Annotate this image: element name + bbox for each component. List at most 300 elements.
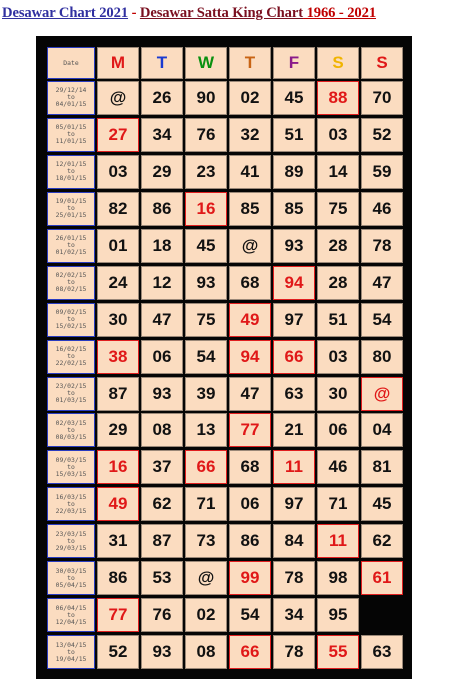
result-cell xyxy=(317,155,359,189)
week-from: 16/02/15 xyxy=(55,345,87,354)
day-header xyxy=(97,47,139,79)
result-value: 85 xyxy=(240,198,260,218)
result-value: 86 xyxy=(152,198,172,218)
result-value: 31 xyxy=(108,531,128,551)
result-value: 16 xyxy=(196,198,216,218)
week-date-range xyxy=(47,413,95,447)
result-value: 34 xyxy=(152,124,172,144)
result-cell xyxy=(141,561,183,595)
week-date-range xyxy=(47,303,95,337)
result-value: 16 xyxy=(108,457,128,477)
week-to-word: to xyxy=(67,278,75,287)
result-cell xyxy=(273,635,315,669)
result-cell xyxy=(229,524,271,558)
result-value: 45 xyxy=(372,494,392,514)
result-value: 06 xyxy=(152,346,172,366)
result-value: 03 xyxy=(108,161,128,181)
week-from: 02/03/15 xyxy=(55,418,87,427)
result-cell xyxy=(185,229,227,263)
result-value: 08 xyxy=(196,642,216,662)
result-cell xyxy=(229,229,271,263)
week-from: 23/02/15 xyxy=(55,382,87,390)
result-value: 49 xyxy=(108,494,128,514)
result-value: 88 xyxy=(328,87,348,107)
week-date-range xyxy=(47,340,95,374)
result-cell xyxy=(185,81,227,115)
result-value: 59 xyxy=(372,161,392,181)
result-value: 68 xyxy=(240,457,260,477)
week-from: 05/01/15 xyxy=(55,123,87,132)
result-cell xyxy=(317,81,359,115)
day-header-label: T xyxy=(156,53,168,72)
week-to: 01/03/15 xyxy=(55,396,87,404)
week-to-word: to xyxy=(67,241,75,250)
result-value: 78 xyxy=(284,642,304,662)
day-header-label: W xyxy=(197,53,215,72)
result-value: 51 xyxy=(284,124,304,144)
result-cell xyxy=(141,450,183,484)
result-cell xyxy=(361,118,403,152)
result-cell xyxy=(273,487,315,521)
result-value: 98 xyxy=(328,568,348,588)
result-cell xyxy=(97,155,139,189)
result-cell xyxy=(97,413,139,447)
week-date-range xyxy=(47,561,95,595)
result-cell xyxy=(229,450,271,484)
result-value: 32 xyxy=(240,124,260,144)
result-cell xyxy=(273,192,315,226)
week-from: 06/04/15 xyxy=(55,603,87,612)
result-cell xyxy=(317,561,359,595)
day-header xyxy=(229,47,271,79)
result-value: 55 xyxy=(328,642,348,662)
result-value: 97 xyxy=(284,309,304,329)
result-value: 47 xyxy=(240,383,260,403)
result-value: @ xyxy=(373,383,391,403)
week-from: 29/12/14 xyxy=(55,86,87,95)
result-cell xyxy=(273,598,315,632)
result-value: 14 xyxy=(328,161,348,181)
week-date-range xyxy=(47,81,95,115)
result-value: 87 xyxy=(152,531,172,551)
week-from: 09/02/15 xyxy=(55,308,87,317)
week-to: 22/02/15 xyxy=(55,359,87,368)
result-cell xyxy=(141,81,183,115)
result-value: 47 xyxy=(152,309,172,329)
result-cell xyxy=(317,377,359,411)
result-cell xyxy=(317,266,359,300)
result-value: 39 xyxy=(196,383,216,403)
result-cell xyxy=(229,598,271,632)
result-cell xyxy=(273,413,315,447)
result-cell xyxy=(185,524,227,558)
result-cell xyxy=(361,303,403,337)
result-value: 71 xyxy=(328,494,348,514)
week-to-word: to xyxy=(67,93,75,102)
result-cell xyxy=(97,192,139,226)
result-value: 04 xyxy=(372,420,392,440)
week-to-word: to xyxy=(67,536,75,545)
result-cell xyxy=(97,266,139,300)
result-cell xyxy=(97,487,139,521)
result-value: 94 xyxy=(284,272,304,292)
result-cell xyxy=(273,118,315,152)
result-cell xyxy=(317,192,359,226)
result-value: 80 xyxy=(372,346,392,366)
week-to: 15/02/15 xyxy=(55,322,87,331)
result-cell xyxy=(185,118,227,152)
result-value: 38 xyxy=(108,346,128,366)
result-value: 94 xyxy=(240,346,260,366)
result-cell xyxy=(141,118,183,152)
result-cell xyxy=(361,635,403,669)
result-cell xyxy=(229,192,271,226)
week-to: 08/03/15 xyxy=(55,432,87,441)
result-value: 63 xyxy=(372,642,392,662)
result-cell xyxy=(185,635,227,669)
result-cell xyxy=(361,450,403,484)
result-value: 54 xyxy=(196,346,216,366)
result-cell xyxy=(229,266,271,300)
week-to: 08/02/15 xyxy=(55,285,87,294)
result-value: 66 xyxy=(196,457,216,477)
title-desawar-chart-2021[interactable]: Desawar Chart 2021 xyxy=(2,5,129,21)
result-cell xyxy=(361,487,403,521)
result-value: @ xyxy=(197,568,215,588)
result-cell xyxy=(229,377,271,411)
result-cell xyxy=(361,266,403,300)
result-value: 82 xyxy=(108,198,128,218)
result-value: 90 xyxy=(196,87,216,107)
week-to-word: to xyxy=(67,389,75,397)
result-value: 06 xyxy=(240,494,260,514)
result-value: 89 xyxy=(284,161,304,181)
result-cell xyxy=(361,229,403,263)
result-cell xyxy=(361,340,403,374)
week-date-range xyxy=(47,266,95,300)
result-cell xyxy=(317,303,359,337)
week-to: 25/01/15 xyxy=(55,211,87,220)
result-cell xyxy=(229,118,271,152)
result-value: 24 xyxy=(108,272,128,292)
result-value: 86 xyxy=(108,568,128,588)
result-cell xyxy=(141,598,183,632)
result-value: 87 xyxy=(108,383,128,403)
result-value: 81 xyxy=(372,457,392,477)
result-value: 71 xyxy=(196,494,216,514)
week-to-word: to xyxy=(67,425,75,434)
result-cell xyxy=(141,155,183,189)
result-value: 73 xyxy=(196,531,216,551)
result-cell xyxy=(141,192,183,226)
result-value: 12 xyxy=(152,272,172,292)
day-header-label: S xyxy=(332,53,344,72)
result-cell xyxy=(185,266,227,300)
week-date-range xyxy=(47,635,95,669)
result-value: 97 xyxy=(284,494,304,514)
result-value: 85 xyxy=(284,198,304,218)
result-value: 46 xyxy=(372,198,392,218)
week-to: 19/04/15 xyxy=(55,654,87,663)
result-value: 45 xyxy=(284,87,304,107)
week-to: 12/04/15 xyxy=(55,617,87,626)
result-cell xyxy=(141,340,183,374)
result-cell xyxy=(273,340,315,374)
result-cell xyxy=(97,377,139,411)
result-cell xyxy=(97,118,139,152)
desawar-chart-table xyxy=(36,36,412,679)
day-header xyxy=(185,47,227,79)
week-to-word: to xyxy=(67,462,75,471)
day-header xyxy=(273,47,315,79)
week-to: 04/01/15 xyxy=(55,100,87,109)
result-value: 28 xyxy=(328,272,348,292)
week-to-word: to xyxy=(67,130,75,139)
result-cell xyxy=(97,635,139,669)
result-cell xyxy=(185,155,227,189)
result-cell xyxy=(273,450,315,484)
result-cell xyxy=(317,340,359,374)
result-cell xyxy=(361,155,403,189)
result-cell xyxy=(97,561,139,595)
result-cell xyxy=(317,524,359,558)
result-cell xyxy=(141,635,183,669)
result-cell xyxy=(361,192,403,226)
week-to-word: to xyxy=(67,610,75,619)
date-header-label: Date xyxy=(63,58,79,67)
result-value: 52 xyxy=(108,642,128,662)
result-cell xyxy=(229,487,271,521)
result-cell xyxy=(317,229,359,263)
week-from: 23/03/15 xyxy=(55,529,87,538)
result-value: 08 xyxy=(152,420,172,440)
result-cell xyxy=(185,192,227,226)
result-cell xyxy=(273,524,315,558)
result-cell xyxy=(185,598,227,632)
result-value: 11 xyxy=(329,531,347,551)
result-cell xyxy=(273,561,315,595)
result-value: 62 xyxy=(152,494,172,514)
result-cell xyxy=(317,450,359,484)
result-value: 03 xyxy=(328,346,348,366)
result-value: 13 xyxy=(196,420,216,440)
result-cell xyxy=(273,81,315,115)
result-value: 95 xyxy=(328,605,348,625)
week-from: 13/04/15 xyxy=(55,640,87,649)
result-value: 93 xyxy=(152,642,172,662)
result-value: 11 xyxy=(285,457,303,477)
week-from: 16/03/15 xyxy=(55,492,87,501)
week-to: 18/01/15 xyxy=(55,174,87,183)
result-cell xyxy=(273,377,315,411)
day-header-label: S xyxy=(376,53,388,72)
result-value: 63 xyxy=(284,383,304,403)
day-header xyxy=(317,47,359,79)
result-value: 75 xyxy=(196,309,216,329)
result-cell xyxy=(273,229,315,263)
week-date-range xyxy=(47,487,95,521)
week-from: 26/01/15 xyxy=(55,234,87,243)
result-cell xyxy=(361,561,403,595)
result-value: 45 xyxy=(196,235,216,255)
result-cell xyxy=(185,561,227,595)
date-header xyxy=(47,47,95,79)
result-cell xyxy=(229,635,271,669)
result-value: 61 xyxy=(372,568,392,588)
result-cell xyxy=(273,266,315,300)
result-value: 54 xyxy=(372,309,392,329)
result-cell xyxy=(185,340,227,374)
day-header xyxy=(361,47,403,79)
result-cell xyxy=(317,635,359,669)
result-cell xyxy=(317,118,359,152)
result-value: 53 xyxy=(152,568,172,588)
result-cell xyxy=(141,524,183,558)
day-header-label: T xyxy=(244,53,256,72)
result-cell xyxy=(97,340,139,374)
result-value: 28 xyxy=(328,235,348,255)
week-to: 22/03/15 xyxy=(55,506,87,515)
result-value: 23 xyxy=(196,161,216,181)
result-cell xyxy=(273,155,315,189)
result-value: 51 xyxy=(328,309,348,329)
result-cell xyxy=(317,487,359,521)
title-year-range[interactable]: 1966 - 2021 xyxy=(303,5,377,21)
result-cell xyxy=(97,81,139,115)
week-to: 29/03/15 xyxy=(55,543,87,552)
result-value: 93 xyxy=(284,235,304,255)
result-cell xyxy=(97,524,139,558)
result-value: 62 xyxy=(372,531,392,551)
result-value: 66 xyxy=(284,346,304,366)
week-to-word: to xyxy=(67,647,75,656)
result-cell xyxy=(185,413,227,447)
week-from: 30/03/15 xyxy=(55,566,87,575)
result-cell xyxy=(185,377,227,411)
result-value: 29 xyxy=(152,161,172,181)
result-cell xyxy=(361,524,403,558)
week-from: 09/03/15 xyxy=(55,455,87,464)
result-value: 49 xyxy=(240,309,260,329)
result-value: 66 xyxy=(240,642,260,662)
result-cell xyxy=(273,303,315,337)
result-value: @ xyxy=(109,87,127,107)
result-value: 02 xyxy=(240,87,260,107)
result-value: 52 xyxy=(372,124,392,144)
result-value: 99 xyxy=(240,568,260,588)
result-value: 76 xyxy=(152,605,172,625)
result-value: 54 xyxy=(240,605,260,625)
week-from: 19/01/15 xyxy=(55,197,87,206)
result-cell xyxy=(317,413,359,447)
title-separator: - xyxy=(128,5,140,21)
result-cell xyxy=(141,377,183,411)
result-value: 76 xyxy=(196,124,216,144)
result-value: 84 xyxy=(284,531,304,551)
week-date-range xyxy=(47,377,95,411)
result-value: 46 xyxy=(328,457,348,477)
result-value: 93 xyxy=(152,383,172,403)
result-cell xyxy=(229,413,271,447)
week-to: 11/01/15 xyxy=(55,137,87,146)
result-value: 70 xyxy=(372,87,392,107)
day-header xyxy=(141,47,183,79)
result-cell xyxy=(141,487,183,521)
result-cell xyxy=(185,487,227,521)
result-cell xyxy=(185,450,227,484)
result-cell xyxy=(97,598,139,632)
result-cell xyxy=(361,413,403,447)
result-value: 86 xyxy=(240,531,260,551)
page-title xyxy=(2,5,472,22)
week-to: 15/03/15 xyxy=(55,469,87,478)
week-to-word: to xyxy=(67,499,75,508)
result-cell xyxy=(141,303,183,337)
week-from: 02/02/15 xyxy=(55,271,87,280)
week-date-range xyxy=(47,598,95,632)
result-value: 18 xyxy=(152,235,172,255)
week-to: 01/02/15 xyxy=(55,248,87,257)
result-value: 03 xyxy=(328,124,348,144)
result-cell xyxy=(97,303,139,337)
week-date-range xyxy=(47,229,95,263)
result-cell xyxy=(317,598,359,632)
result-value: @ xyxy=(241,235,259,255)
result-value: 02 xyxy=(196,605,216,625)
result-cell xyxy=(229,303,271,337)
result-value: 77 xyxy=(240,420,260,440)
result-cell xyxy=(97,450,139,484)
result-value: 06 xyxy=(328,420,348,440)
result-cell xyxy=(229,340,271,374)
result-cell xyxy=(361,81,403,115)
result-cell xyxy=(229,155,271,189)
result-cell xyxy=(361,377,403,411)
result-value: 37 xyxy=(152,457,172,477)
result-value: 68 xyxy=(240,272,260,292)
result-cell xyxy=(185,303,227,337)
result-value: 78 xyxy=(284,568,304,588)
result-value: 26 xyxy=(152,87,172,107)
result-cell xyxy=(141,413,183,447)
result-value: 29 xyxy=(108,420,128,440)
result-value: 01 xyxy=(108,235,128,255)
result-value: 30 xyxy=(328,383,348,403)
week-to-word: to xyxy=(67,167,75,176)
result-value: 77 xyxy=(108,605,128,625)
result-value: 34 xyxy=(284,605,304,625)
week-to-word: to xyxy=(67,315,75,324)
result-cell xyxy=(229,81,271,115)
day-header-label: M xyxy=(110,53,126,72)
week-from: 12/01/15 xyxy=(55,160,87,169)
result-cell xyxy=(141,266,183,300)
result-value: 41 xyxy=(240,161,260,181)
result-cell xyxy=(97,229,139,263)
result-value: 93 xyxy=(196,272,216,292)
week-to-word: to xyxy=(67,352,75,361)
result-cell xyxy=(141,229,183,263)
result-cell xyxy=(229,561,271,595)
day-header-label: F xyxy=(288,53,300,72)
result-value: 78 xyxy=(372,235,392,255)
week-to: 05/04/15 xyxy=(55,580,87,589)
result-value: 47 xyxy=(372,272,392,292)
week-to-word: to xyxy=(67,204,75,213)
result-value: 30 xyxy=(108,309,128,329)
title-desawar-satta-king-chart[interactable]: Desawar Satta King Chart xyxy=(139,5,304,21)
result-value: 27 xyxy=(108,124,128,144)
